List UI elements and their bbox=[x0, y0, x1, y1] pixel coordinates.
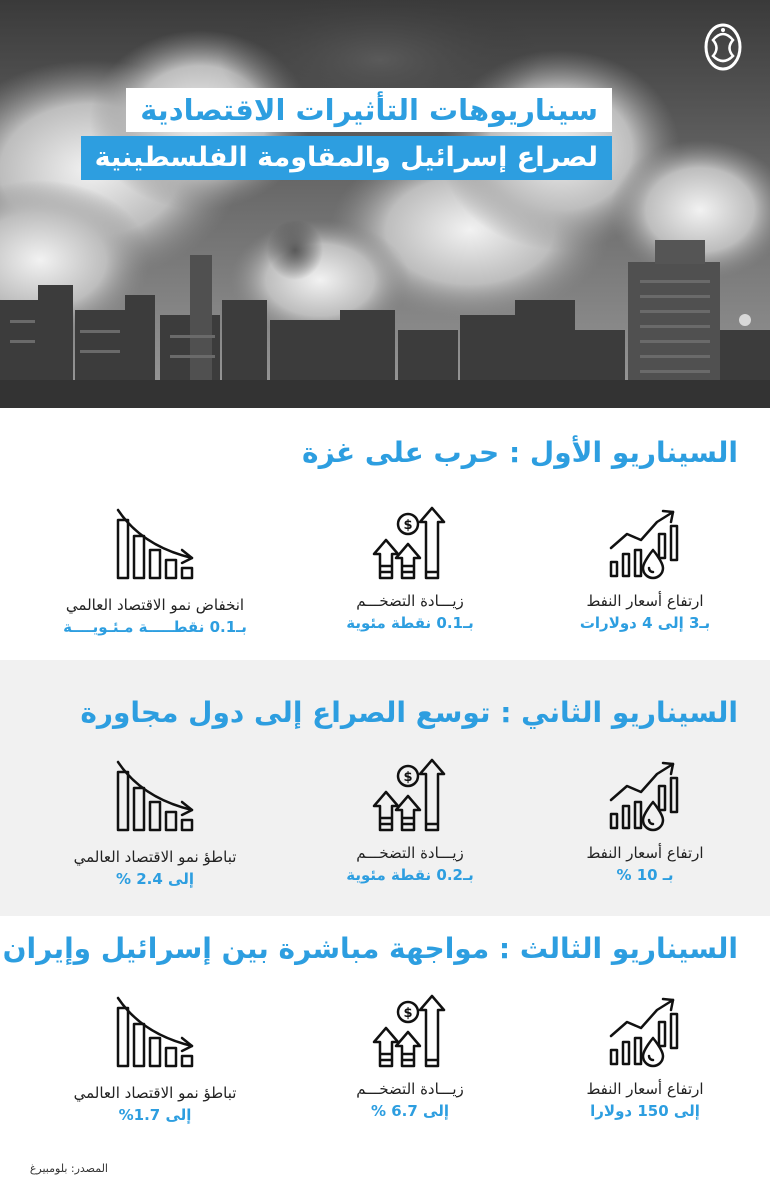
economy-growth-label: تباطؤ نمو الاقتصاد العالمي bbox=[73, 1084, 237, 1102]
economy-growth-label: انخفاض نمو الاقتصاد العالمي bbox=[65, 596, 245, 614]
declining-bars-chart-icon bbox=[112, 758, 198, 836]
scenario-2-section bbox=[0, 660, 770, 916]
scenario-3-oil-item bbox=[520, 994, 770, 1120]
svg-text:$: $ bbox=[403, 770, 413, 785]
oil-price-rising-chart-icon bbox=[605, 994, 685, 1068]
oil-price-rising-chart-icon bbox=[605, 506, 685, 580]
oil-price-label: ارتفاع أسعار النفط bbox=[586, 592, 704, 610]
inflation-arrows-dollar-icon bbox=[370, 758, 450, 832]
scenario-3-title: السيناريو الثالث : مواجهة مباشرة بين إسرائيل وإيران bbox=[2, 932, 738, 965]
inflation-arrows-dollar-icon bbox=[370, 506, 450, 580]
scenario-1-title: السيناريو الأول : حرب على غزة bbox=[302, 436, 738, 469]
scenario-3-section bbox=[0, 916, 770, 1186]
scenario-1-economy-item bbox=[30, 506, 280, 636]
declining-bars-chart-icon bbox=[112, 994, 198, 1072]
economy-growth-value: بـ0.1 نقطـــــة مـئـويــــة bbox=[63, 618, 247, 636]
inflation-arrows-dollar-icon bbox=[370, 994, 450, 1068]
aljazeera-logo-icon bbox=[696, 20, 750, 74]
economy-growth-label: تباطؤ نمو الاقتصاد العالمي bbox=[73, 848, 237, 866]
scenario-3-economy-item bbox=[30, 994, 280, 1124]
page-title-line2: لصراع إسرائيل والمقاومة الفلسطينية bbox=[81, 136, 612, 180]
scenario-3-inflation-item bbox=[285, 994, 535, 1120]
oil-price-value: إلى 150 دولارا bbox=[590, 1102, 700, 1120]
inflation-value: بـ0.1 نقطة مئوية bbox=[346, 614, 474, 632]
declining-bars-chart-icon bbox=[112, 506, 198, 584]
oil-price-label: ارتفاع أسعار النفط bbox=[586, 1080, 704, 1098]
svg-text:$: $ bbox=[403, 518, 413, 533]
inflation-label: زيـــادة التضخـــم bbox=[356, 592, 464, 610]
inflation-value: إلى 6.7 % bbox=[370, 1102, 449, 1120]
inflation-label: زيـــادة التضخـــم bbox=[356, 1080, 464, 1098]
source-note: المصدر: بلومبيرغ bbox=[29, 1162, 108, 1175]
scenario-2-title: السيناريو الثاني : توسع الصراع إلى دول مجاورة bbox=[80, 696, 738, 729]
inflation-label: زيـــادة التضخـــم bbox=[356, 844, 464, 862]
scenario-2-oil-item bbox=[520, 758, 770, 884]
scenario-2-economy-item bbox=[30, 758, 280, 888]
page-title-line1: سيناريوهات التأثيرات الاقتصادية bbox=[126, 88, 612, 132]
oil-price-label: ارتفاع أسعار النفط bbox=[586, 844, 704, 862]
city-smoke-photo bbox=[0, 0, 770, 408]
hero-photo bbox=[0, 0, 770, 408]
scenario-1-inflation-item bbox=[285, 506, 535, 632]
scenario-1-section bbox=[0, 408, 770, 660]
scenario-1-oil-item bbox=[520, 506, 770, 632]
oil-price-value: بـ 10 % bbox=[616, 866, 674, 884]
svg-text:$: $ bbox=[403, 1006, 413, 1021]
oil-price-rising-chart-icon bbox=[605, 758, 685, 832]
economy-growth-value: إلى 2.4 % bbox=[115, 870, 194, 888]
inflation-value: بـ0.2 نقطة مئوية bbox=[346, 866, 474, 884]
oil-price-value: بـ3 إلى 4 دولارات bbox=[579, 614, 711, 632]
scenario-2-inflation-item bbox=[285, 758, 535, 884]
economy-growth-value: إلى 1.7% bbox=[118, 1106, 192, 1124]
